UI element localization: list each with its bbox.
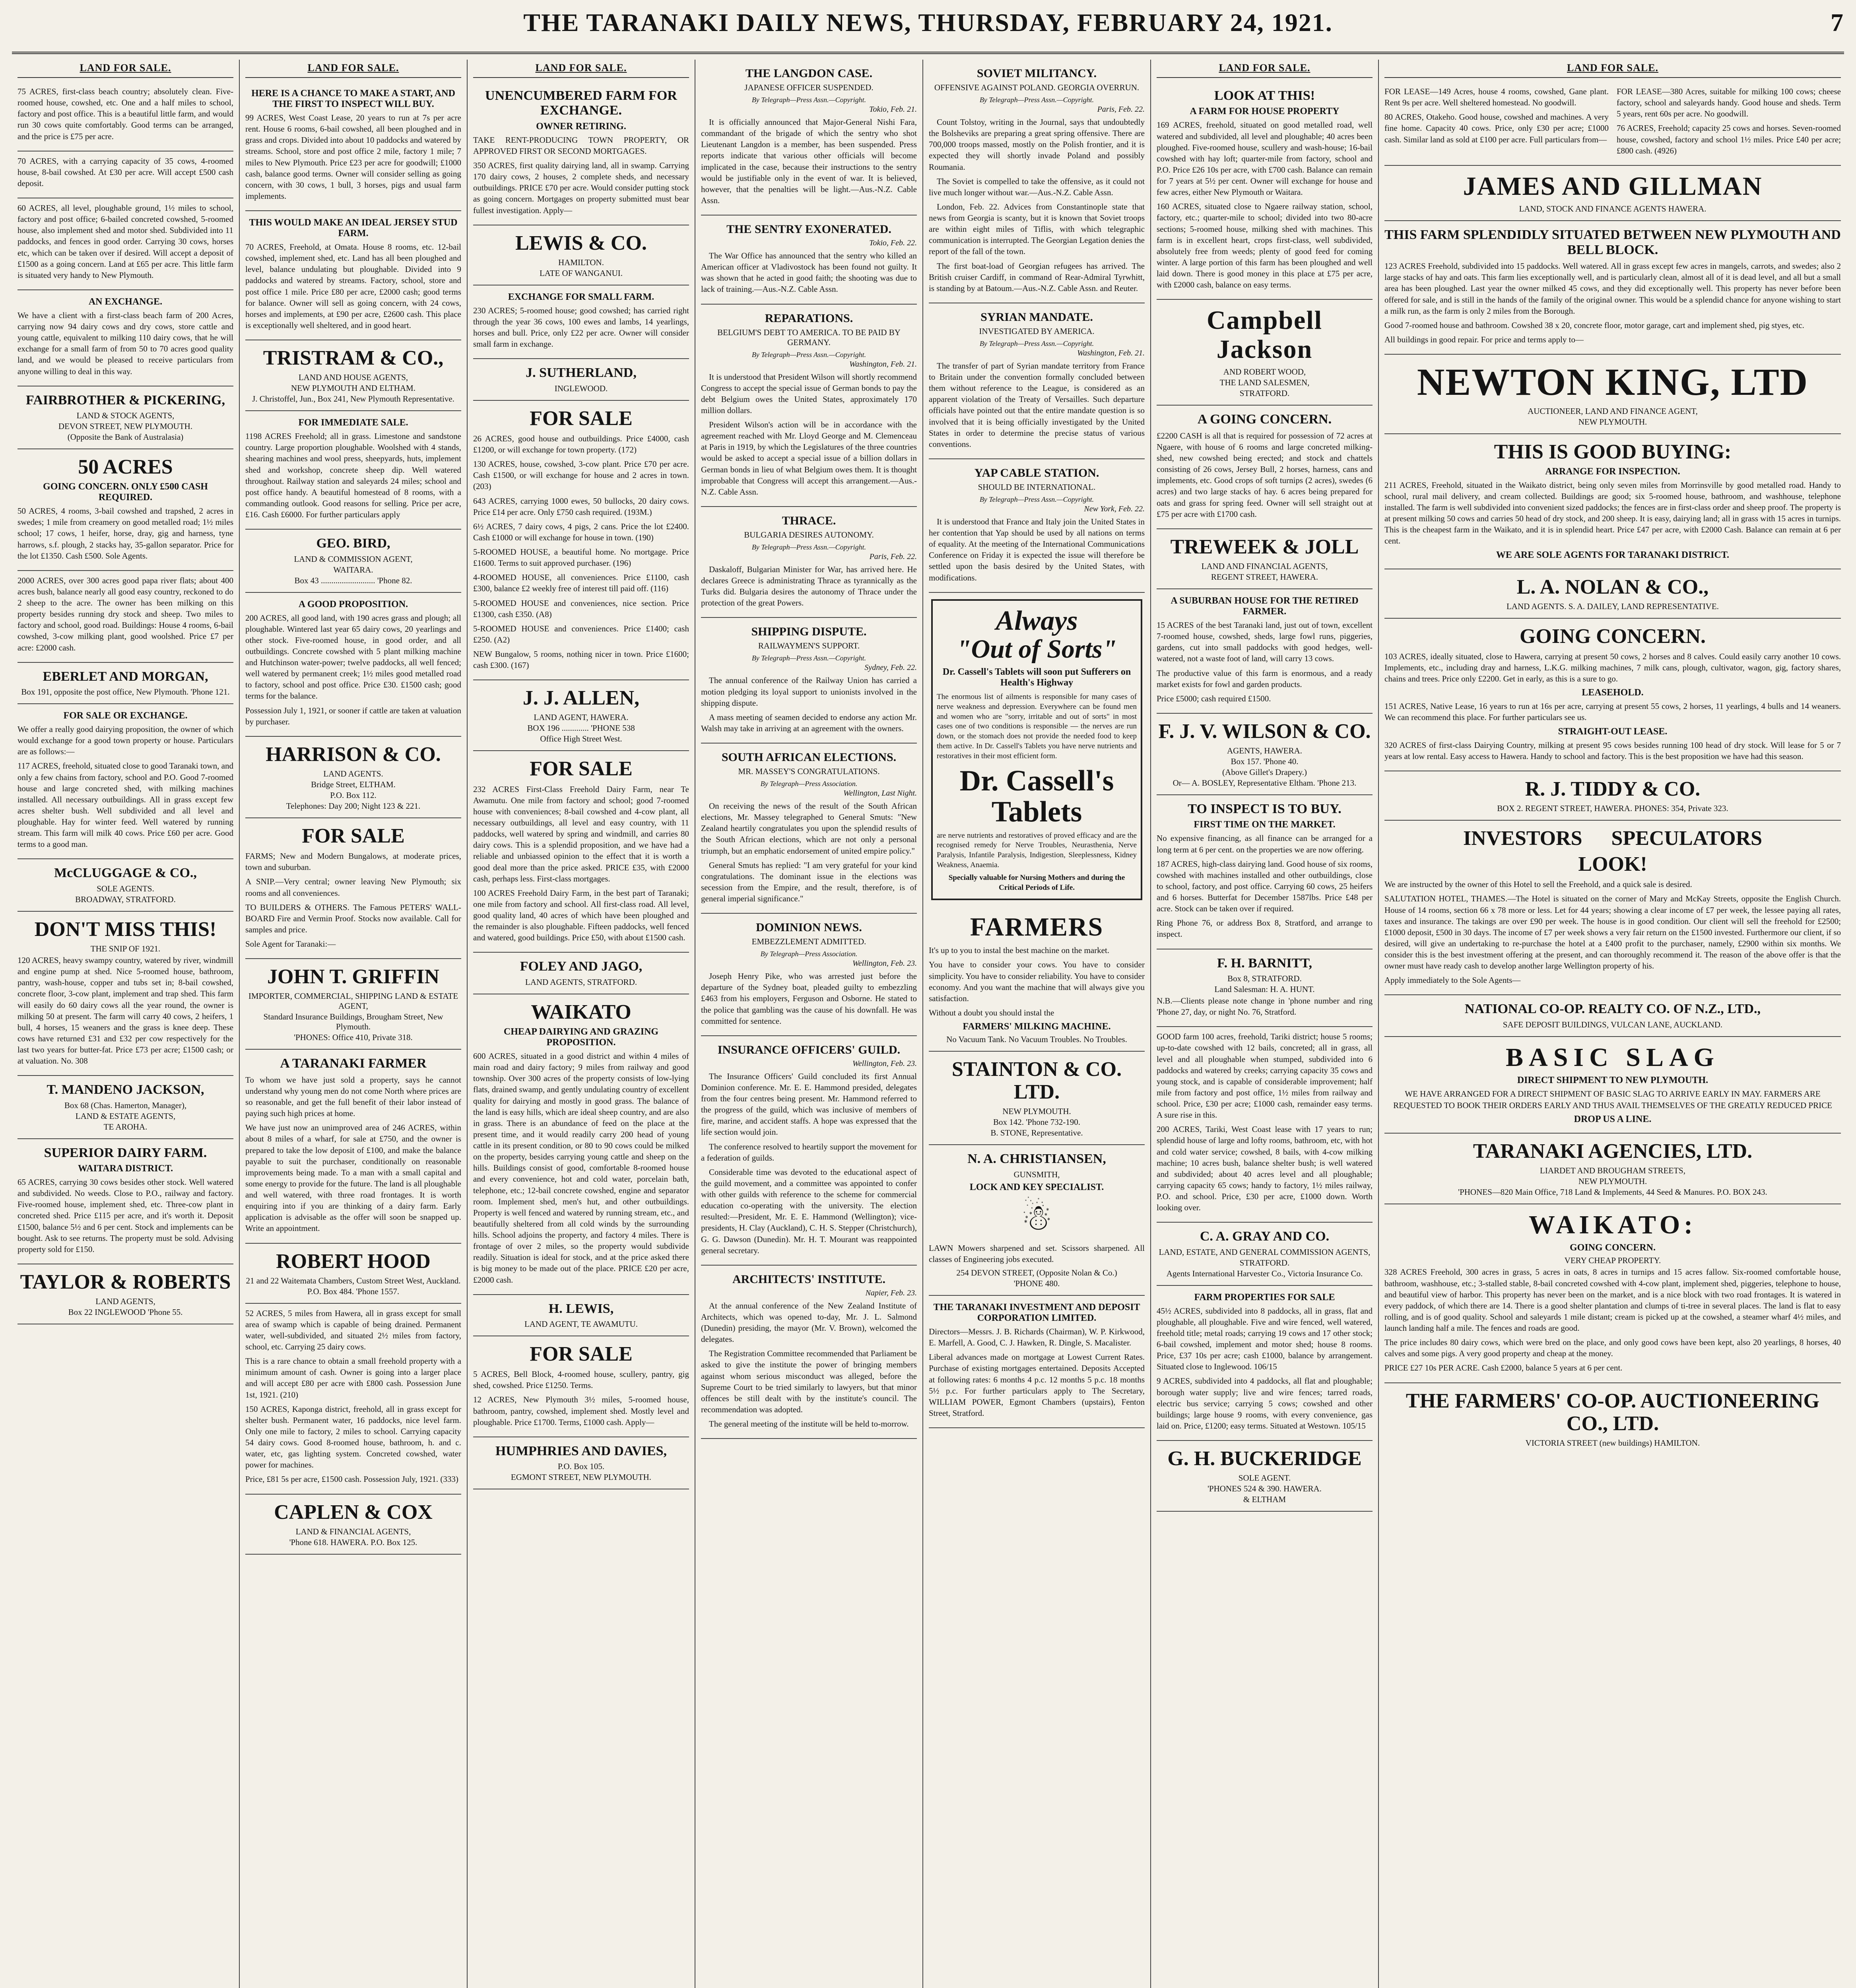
classified-ad: THIS WOULD MAKE AN IDEAL JERSEY STUD FARM. 70 ACRES, Freehold, at Omata. House 8 rooms, etc. 12-bail cowshed, implement shed, etc. Land has all been ploughed and level, balance undulating but ploughable. Divided into 9 paddocks and watered by streams. Factory, school, store and post office 1 mile. Price £80 per acre, £2000 cash; good terms for balance. Owner will sell as going concern, with 24 cows, horses and implements, at £90 per acre, £2600 cash. This place is exceptionally well sheltered, and in good heart. [245,211,461,340]
masthead-title: THE TARANAKI DAILY NEWS, THURSDAY, FEBRUARY 24, 1921. [523,8,1333,37]
classified-ad: AN EXCHANGE. We have a client with a first-class beach farm of 200 Acres, carrying now 94 dairy cows and dry cows, store cattle and young cattle, equivalent to milking 110 dairy cows, that he will exchange for a small farm of from 50 to 70 acres good quality land, and we would be pleased to receive particulars from anyone willing to deal in this way. [17,290,233,386]
agent-block: TARANAKI AGENCIES, LTD. LIARDET AND BROUGHAM STREETS, NEW PLYMOUTH. 'PHONES—820 Main Office, 718 Land & Implements, 44 Seed & Manures. P.O. BOX 243. [1384,1134,1841,1204]
agent-block: J. J. ALLEN, LAND AGENT, HAWERA. BOX 196 ............. 'PHONE 538 Office High Street West. [473,680,689,751]
news-story: THE SENTRY EXONERATED. Tokio, Feb. 22. The War Office has announced that the sentry who killed an American officer at Vladivostock has been found not guilty. It was shown that he acted in good faith; the shooting was due to lack of training.—Aus.-N.Z. Cable Assn. [701,215,917,305]
column-6 [1151,60,1379,1988]
classified-ad: A SUBURBAN HOUSE FOR THE RETIRED FARMER. 15 ACRES of the best Taranaki land, just out of town, excellent 7-roomed house, cowshed, sheds, large fowl runs, piggeries, gardens, cut into small paddocks with good hedges, well-watered, not a waste foot of land, will carry 13 cows. The productive value of this farm is enormous, and a ready market exists for fowl and garden products. Price £5000; cash required £1500. [1157,589,1373,714]
page-number: 7 [1831,8,1844,37]
column-heading: LAND FOR SALE. [1384,60,1841,78]
classified-ad: TO INSPECT IS TO BUY. FIRST TIME ON THE MARKET. No expensive financing, as all finance can be arranged for a long term at 6 per cent. on the properties we are now offering. 187 ACRES, high-class dairying land. Good house of six rooms, cowshed with machines installed and other outbuildings, close to school, factory, and post office. Carrying 60 cows, 25 heifers and 6 horses. Butterfat for December 1587lbs. Price £48 per acre. Stock can be taken over if required. Ring Phone 76, or address Box 8, Stratford, and arrange to inspect. [1157,795,1373,949]
milking-machine-ad: FARMERS It's up to you to instal the best machine on the market. You have to consider your cows. You have to consider simplicity. You have to consider reliability. You have to consider economy. And you want the machine that will always give you satisfaction. Without a doubt you should instal the FARMERS' MILKING MACHINE. No Vacuum Tank. No Vacuum Troubles. No Troubles. [929,907,1145,1052]
classified-ad: FOR SALE FARMS; New and Modern Bungalows, at moderate prices, town and suburban. A SNIP.—Very central; owner leaving New Plymouth; six rooms and all conveniences. TO BUILDERS & OTHERS. The Famous PETERS' WALL-BOARD Fire and Vermin Proof. Stocks now available. Call for samples and price. Sole Agent for Taranaki:— [245,818,461,959]
agent-block: JAMES AND GILLMAN LAND, STOCK AND FINANCE AGENTS HAWERA. [1384,166,1841,221]
investment-corp-ad: THE TARANAKI INVESTMENT AND DEPOSIT CORPORATION LIMITED. Directors—Messrs. J. B. Richards (Chairman), W. P. Kirkwood, E. Marfell, A. Good, C. J. Hawken, R. Dingle, S. Macalister. Liberal advances made on mortgage at Lowest Current Rates. Purchase of existing mortgages entertained. Deposits Accepted at following rates: 6 months 4 p.c. 12 months 5 p.c. 18 months 5½ p.c. For further particulars apply to The Secretary, WILLIAM POWER, Egmont Chambers (upstairs), Fenton Street, Stratford. [929,1296,1145,1428]
classified-ad: THIS IS GOOD BUYING: ARRANGE FOR INSPECTION. 211 ACRES, Freehold, situated in the Waikato district, being only seven miles from Morrinsville by good metalled road. Handy to school, rural mail delivery, and cream collected. Buildings are good; six 5-roomed house, bathroom, and washhouse, telephone installed. The farm is well subdivided into convenient sized paddocks; the fences are in first-class order and sheep proof. The property is at present milking 50 cows and carries 50 head of dry stock, and 200 sheep. It is easy, dairying land; all in grass with 15 acres in turnips. This is the cheapest farm in the Waikato, and it is in splendid heart. Price £47 per acre, with £2000 Cash. Balance can remain at 6 per cent. WE ARE SOLE AGENTS FOR TARANAKI DISTRICT. [1384,434,1841,569]
news-story: REPARATIONS. BELGIUM'S DEBT TO AMERICA. TO BE PAID BY GERMANY. By Telegraph—Press Assn.—Copyright. Washington, Feb. 21. It is understood that President Wilson will shortly recommend Congress to accept the special issue of German bonds to pay the debt Belgium owes the United States, approximately 170 million dollars. President Wilson's action will be in accordance with the agreement reached with Mr. Lloyd George and M. Clemenceau at Paris in 1919, by which the Legislatures of the three countries would be asked to accept a special issue of a billion dollars in German bonds in lieu of what Belgium owes them. It is thought improbable that Congress will accept this arrangement.—Aus.-N.Z. Cable Assn. [701,305,917,507]
classified-ad: INVESTORS SPECULATORS LOOK! We are instructed by the owner of this Hotel to sell the Freehold, and a quick sale is desired. SALUTATION HOTEL, THAMES.—The Hotel is situated on the corner of Mary and McKay Streets, opposite the English Church. House of 14 rooms, section 66 x 78 more or less. Let for 44 years; showing a clear income of £7 per week, the lessee paying all rates, taxes and insurance. The takings are over £90 per week. The house is in good condition. Our client will sell the freehold for £2500; £1000 deposit, £500 in 30 days. The income of £7 per week shows a very fair return on the £1500 invested. Furthermore our client, if so desired, will give an undertaking to re-purchase the hotel at a £400 profit to the purchaser, namely, £2900 within six months. We consider this is the best investment offering at the present, and can thoroughly recommend it. The reason of the above offer is that the owner must have ready cash to develop another large Wellington property of his. Apply immediately to the Sole Agents— [1384,821,1841,996]
agent-block: TAYLOR & ROBERTS LAND AGENTS, Box 22 INGLEWOOD 'Phone 55. [17,1264,233,1324]
classified-ad: FOR SALE 5 ACRES, Bell Block, 4-roomed house, scullery, pantry, gig shed, cowshed. Price £1250. Terms. 12 ACRES, New Plymouth 3½ miles, 5-roomed house, bathroom, pantry, cowshed, implement shed. Mostly level and ploughable. Price £1700. Terms, £1000 cash. Apply— [473,1336,689,1437]
agent-block: JOHN T. GRIFFIN IMPORTER, COMMERCIAL, SHIPPING LAND & ESTATE AGENT, Standard Insurance Buildings, Brougham Street, New Plymouth. 'PHONES: Office 410, Private 318. [245,959,461,1050]
agent-block: CAPLEN & COX LAND & FINANCIAL AGENTS, 'Phone 618. HAWERA. P.O. Box 125. [245,1495,461,1555]
agent-block: NEWTON KING, LTD AUCTIONEER, LAND AND FINANCE AGENT, NEW PLYMOUTH. [1384,355,1841,434]
classified-ad: HERE IS A CHANCE TO MAKE A START, AND THE FIRST TO INSPECT WILL BUY. 99 ACRES, West Coast Lease, 20 years to run at 7s per acre rent. House 6 rooms, 6-bail cowshed, all been ploughed and in grass and crops. Divided into about 10 paddocks and watered by streams. School, store and post office 2 mile, factory 1 mile; 7 miles to New Plymouth. Price £23 per acre for goodwill; £1000 cash, balance good terms. Owner will consider selling as going concern, with 30 cows, 1 bull, 3 horses, pigs and usual farm implements. [245,82,461,211]
classified-ad: EXCHANGE FOR SMALL FARM. 230 ACRES; 5-roomed house; good cowshed; has carried right through the year 36 cows, 100 ewes and lambs, 14 yearlings, horses and bull. Price, only £22 per acre. Owner will consider small farm in exchange. [473,285,689,359]
news-story: SHIPPING DISPUTE. RAILWAYMEN'S SUPPORT. By Telegraph—Press Assn.—Copyright. Sydney, Feb. 22. The annual conference of the Railway Union has carried a motion pledging its loyal support to unionists involved in the shipping dispute. A mass meeting of seamen decided to endorse any action Mr. Walsh may take in arriving at an agreement with the owners. [701,618,917,744]
column-heading: LAND FOR SALE. [473,60,689,78]
classified-ad: 2000 ACRES, over 300 acres good papa river flats; about 400 acres bush, balance nearly all good easy country, reckoned to do 2 sheep to the acre. The owner has been milking on this property besides running dry stock and sheep. Two miles to factory and school, good road. Buildings: House 4 rooms, 6-bail cowshed, 3-cow milking plant, good woolshed. Price £7 per acre: £2000 cash. [17,571,233,663]
masthead [12,8,1844,54]
lawn-mower-figure-icon: ☃ [1021,1198,1053,1238]
news-story: DOMINION NEWS. EMBEZZLEMENT ADMITTED. By Telegraph—Press Association. Wellington, Feb. 23. Joseph Henry Pike, who was arrested just before the departure of the Sydney boat, pleaded guilty to embezzling £463 from his employers, Ferguson and Osborne. He stated to the police that gambling was the cause of his downfall. He was committed for sentence. [701,914,917,1036]
column-5 [923,60,1151,1988]
agent-block: C. A. GRAY AND CO. LAND, ESTATE, AND GENERAL COMMISSION AGENTS, STRATFORD. Agents International Harvester Co., Victoria Insurance Co. [1157,1223,1373,1285]
classified-ad: FOR SALE OR EXCHANGE. We offer a really good dairying proposition, the owner of which would exchange for a good town property or house. Particulars are as follows:— 117 ACRES, freehold, situated close to good Taranaki town, and only a few chains from factory, school and P.O. Good 7-roomed house and large concreted shed, with milking machines installed. All necessary outbuildings. All in grass except few acres shelter bush. Well subdivided and all level and ploughable. Hay for winter feed. Well watered by running stream. This farm will milk 40 cows. Price £60 per acre. Good terms to a good man. [17,704,233,859]
classified-ad: A GOOD PROPOSITION. 200 ACRES, all good land, with 190 acres grass and plough; all ploughable. Wintered last year 65 dairy cows, 20 yearlings and other stock. Five-roomed house, in good order, and all outbuildings. Concrete cowshed with 5 plant milking machine and Hutchinson water-power; twelve paddocks, all well fenced; well watered by permanent creek; 1½ miles good metalled road to factory, school and post office. Price £30. £1500 cash; good terms for the balance. Possession July 1, 1921, or sooner if cattle are taken at valuation by purchaser. [245,593,461,737]
agent-block: HARRISON & CO. LAND AGENTS. Bridge Street, ELTHAM. P.O. Box 112. Telephones: Day 200; Night 123 & 221. [245,737,461,818]
classified-ad: LOOK AT THIS! A FARM FOR HOUSE PROPERTY 169 ACRES, freehold, situated on good metalled road, well watered and subdivided, all level and ploughable; 40 acres been ploughed. Five-roomed house, scullery and wash-house; 16-bail cowshed with hay loft; quarter-mile from factory, school and P.O. Price £26 10s per acre, with £700 cash. Balance can remain for 7 years at 5½ per cent. Owner will exchange for house and few acres, either New Plymouth or Waitara. 160 ACRES, situated close to Ngaere railway station, school, factory, etc.; quarter-mile to school; divided into two 80-acre sections; 5-roomed house, milking shed with machines. This farm is in excellent heart, crops first-class, well subdivided, absolutely free from weeds; plenty of good feed for coming winter. A large portion of this farm has been ploughed and well laid down. There is good money in this place at £75 per acre, with £2000 cash, balance on easy terms. [1157,82,1373,300]
agent-block: THE FARMERS' CO-OP. AUCTIONEERING CO., LTD. VICTORIA STREET (new buildings) HAMILTON. [1406,1389,1820,1448]
agent-block: NATIONAL CO-OP. REALTY CO. OF N.Z., LTD., SAFE DEPOSIT BUILDINGS, VULCAN LANE, AUCKLAND. [1384,995,1841,1037]
agent-block: F. J. V. WILSON & CO. AGENTS, HAWERA. Box 157. 'Phone 40. (Above Gillet's Drapery.) Or— A. BOSLEY, Representative Eltham. 'Phone 213. [1157,714,1373,795]
agent-block: FOLEY AND JAGO, LAND AGENTS, STRATFORD. [473,953,689,994]
agent-block: EBERLET AND MORGAN, Box 191, opposite the post office, New Plymouth. 'Phone 121. [17,663,233,704]
classified-ad: UNENCUMBERED FARM FOR EXCHANGE. OWNER RETIRING. TAKE RENT-PRODUCING TOWN PROPERTY, OR APPROVED FIRST OR SECOND MORTGAGES. 350 ACRES, first quality dairying land, all in swamp. Carrying 170 dairy cows, 2 houses, 2 complete sheds, and necessary outbuildings. PRICE £70 per acre. Would consider putting stock as going concern. Mortgages on property submitted must bear fullest investigation. Apply— [473,82,689,225]
columns [12,60,1844,1988]
column-heading: LAND FOR SALE. [1157,60,1373,78]
gunsmith-ad: N. A. CHRISTIANSEN, GUNSMITH, LOCK AND KEY SPECIALIST. ☃ LAWN Mowers sharpened and set. Scissors sharpened. All classes of Engineering jobs executed. 254 DEVON STREET, (Opposite Nolan & Co.) 'PHONE 480. [929,1145,1145,1296]
classified-ad: 50 ACRES GOING CONCERN. ONLY £500 CASH REQUIRED. 50 ACRES, 4 rooms, 3-bail cowshed and trapshed, 2 acres in swedes; 1 mile from creamery on good metalled road; 1½ miles school; 17 cows, 1 heifer, horse, dray, gig and harness, tyne harrows, s.f. plough, 2 stacks hay, 35-gallon separator. Price for the lot £1350. Cash £500. Sole Agents. [17,449,233,571]
column-7 [1379,60,1846,1988]
classified-ad: A GOING CONCERN. £2200 CASH is all that is required for possession of 72 acres at Ngaere, with house of 6 rooms and large concreted milking-shed, new cowshed being erected; and stock and chattels consisting of 26 cows, Jersey Bull, 2 horses, harness, cans and implements, etc. Good crops of soft turnips (2 acres), swedes (6 acres) and two large stacks of hay. 6 acres being prepared for oats and grass for spring feed. Owner will sell straight out at £75 per acre with £1700 cash. [1157,406,1373,529]
news-story: INSURANCE OFFICERS' GUILD. Wellington, Feb. 23. The Insurance Officers' Guild concluded its first Annual Dominion conference. Mr. E. E. Hammond presided, delegates from the four centres being present. Mr. Hammond referred to the progress of the guild, which was inclusive of members of fire, marine, and accident staffs. A hope was expressed that the life section would join. The conference resolved to heartily support the movement for a federation of guilds. Considerable time was devoted to the educational aspect of the guild movement, and a committee was appointed to confer with other guilds with reference to the scheme for commercial education co-operating with the university. The election resulted:—President, Mr. E. E. Hammond (Wellington); vice-presidents, H. Clay (Auckland), C. H. S. Stepper (Christchurch), G. G. Dawson (Dunedin). Mr. H. T. Mourant was reappointed general secretary. [701,1036,917,1266]
news-story: SYRIAN MANDATE. INVESTIGATED BY AMERICA. By Telegraph—Press Assn.—Copyright. Washington, Feb. 21. The transfer of part of Syrian mandate territory from France to Britain under the convention formally concluded between them without reference to the League, is considered as an apparent violation of the Treaty of Versailles. Such departure officials have pointed out that the entire mandate question is so involved that it is being officially investigated by the United States in order to determine the precise status of various conventions. [929,303,1145,459]
news-story: THRACE. BULGARIA DESIRES AUTONOMY. By Telegraph—Press Assn.—Copyright. Paris, Feb. 22. Daskaloff, Bulgarian Minister for War, has arrived here. He declares Greece is administrating Thrace as tyrannically as the Turks did. Bulgaria desires the autonomy of Thrace under the protection of the great Powers. [701,507,917,618]
classified-ad: A TARANAKI FARMER To whom we have just sold a property, says he cannot understand why young men do not come North where prices are so reasonable, and get the full benefit of their labor instead of paying such high prices at home. We have just now an unimproved area of 246 ACRES, within about 8 miles of a wharf, for sale at £750, and the owner is prepared to take the low deposit of £100, and make the balance payable to suit the purchaser, conditionally on reasonable improvements being made. To a man with a small capital and some energy to provide for the future. The land is all ploughable and well watered, with three road frontages. It is worth enquiring into if you are thinking of a dairy farm. Early application is advisable as the offer will soon be snapped up. Write an appointment. [245,1050,461,1243]
classified-ad: DON'T MISS THIS! THE SNIP OF 1921. 120 ACRES, heavy swampy country, watered by river, windmill and engine pump at shed. Nice 5-roomed house, bathroom, pantry, wash-house, copper and tubs set in; 8-bail cowshed, concrete floor, 3-cow plant, implement and trap shed. This farm will easily do 60 dairy cows all the year round, the owner is milking 50 at present. The farm will carry 40 cows, 2 heifers, 1 bull, 4 horses, 15 weaners and the grass is knee deep. These cows have returned £31 and £32 per cow respectively for the last two years for butter-fat. Price £73 per acre; £1500 cash; or at valuation. No. 308 [17,912,233,1076]
classified-ad: 70 ACRES, with a carrying capacity of 35 cows, 4-roomed house, 8-bail cowshed. At £30 per acre. Will accept £500 cash deposit. [17,151,233,198]
classified-ad: FOR LEASE—149 Acres, house 4 rooms, cowshed, Gane plant. Rent 9s per acre. Well sheltered homestead. No goodwill. 80 ACRES, Otakeho. Good house, cowshed and machines. A very fine home. Capacity 40 cows. Price, only £30 per acre; £1000 cash. Similar land as sold at £100 per acre. Full particulars from— FOR LEASE—380 Acres, suitable for milking 100 cows; cheese factory, school and saleyards handy. Good house and sheds. Term 5 years, rent 60s per acre. No goodwill. 76 ACRES, Freehold; capacity 25 cows and horses. Seven-roomed house, cowshed, factory and school 1½ miles. Price £40 per acre; £800 cash. (4926) [1384,82,1841,166]
classified-ad: 60 ACRES, all level, ploughable ground, 1½ miles to school, factory and post office; 6-bailed concreted cowshed, 5-roomed house, also implement shed and motor shed. Subdivided into 11 paddocks, and fences in good order. Carrying 30 cows, horses etc, which can be taken over if desired. Will accept a deposit of £1500 as a going concern. Land at £65 per acre. This little farm is situated very handy to New Plymouth. [17,198,233,290]
column-2 [240,60,468,1988]
column-1 [12,60,240,1988]
agent-block: LEWIS & CO. HAMILTON. LATE OF WANGANUI. [473,225,689,285]
agent-block: Campbell Jackson AND ROBERT WOOD, THE LAND SALESMEN, STRATFORD. [1157,300,1373,406]
agent-block: GEO. BIRD, LAND & COMMISSION AGENT, WAITARA. Box 43 .......................... 'Phone 82. [245,530,461,592]
news-story: ARCHITECTS' INSTITUTE. Napier, Feb. 23. At the annual conference of the New Zealand Institute of Architects, which was opened to-day, Mr. J. L. Salmond (Dunedin) presiding, the mayor (Mr. V. Brown), welcomed the delegates. The Registration Committee recommended that Parliament be asked to give the institute the power of bringing members against whom serious misconduct was alleged, before the Supreme Court to be tried similarly to lawyers, but that minor offences be still dealt with by the institute's council. The recommendation was adopted. The general meeting of the institute will be held to-morrow. [701,1266,917,1439]
classified-ad: GOING CONCERN. 103 ACRES, ideally situated, close to Hawera, carrying at present 50 cows, 2 horses and 8 calves. Could easily carry another 10 cows. Implements, etc., including dray and harness, L.K.G. milking machines, 7 milk cans, plough, cultivator, wagon, gig, factory shares, chains and trees. Price only £2200. Get in early, as this is a sure to go. LEASEHOLD. 151 ACRES, Native Lease, 16 years to run at 16s per acre, carrying at present 55 cows, 2 horses, 11 yearlings, 4 bulls and 14 weaners. We can recommend this place. For further particulars see us. STRAIGHT-OUT LEASE. 320 ACRES of first-class Dairying Country, milking at present 95 cows besides running 100 head of dry stock. Will lease for 5 or 7 years at low rental. Easy access to Hawera. Handy to school and factory. This is the best proposition we have had this season. [1384,619,1841,771]
classified-ad: FOR SALE 232 ACRES First-Class Freehold Dairy Farm, near Te Awamutu. One mile from factory and school; good 7-roomed house with conveniences; 8-bail cowshed and 4-cow plant, all necessary outbuildings, all level and easy country, with 11 paddocks, well watered by spring and windmill, and carries 80 dairy cows. This is a splendid proposition, and we have had a reliable and unbiassed opinion to the effect that it is worth a good deal more than the price asked. PRICE £35, with £2000 cash, perhaps less. First-class mortgages. 100 ACRES Freehold Dairy Farm, in the best part of Taranaki; one mile from factory and school. All first-class road. All level, good quality land, 40 acres of which have been ploughed and the remainder is also ploughable. Fifteen paddocks, well fenced and watered, good buildings. Price £50, with about £1500 cash. [473,751,689,953]
classified-ad: FARM PROPERTIES FOR SALE 45½ ACRES, subdivided into 8 paddocks, all in grass, flat and ploughable, all ploughable. Five and wire fenced, well watered, freehold title; metal roads; carrying 19 cows and 17 other stock; 6-bail cowshed, implement and motor shed; house 8 rooms. Price, £37 10s per acre; cash £1000, balance by arrangement. Situated close to Inglewood. 106/15 9 ACRES, subdivided into 4 paddocks, all flat and ploughable; borough water supply; live and wire fences; tarred roads, electric bus service; carrying 5 cows; cowshed and other buildings; large house 9 rooms, with every convenience, gas laid on. Price, £1200; easy terms. Situated at Westown. 105/15 [1157,1286,1373,1441]
cassells-tablets-ad: Always "Out of Sorts" Dr. Cassell's Tablets will soon put Sufferers on Health's Highway The enormous list of ailments is responsible for many cases of nerve weakness and depression. Everywhere can be found men and women who are "sorry, irritable and out of sorts" in most cases one of two conditions is responsible — the nerves are run down, or the stomach does not provide the needed food to keep them active. In Dr. Cassell's Tablets you have nerve nutrients and restoratives in their most efficient form. Dr. Cassell's Tablets are nerve nutrients and restoratives of proved efficacy and are the recognised remedy for Nerve Troubles, Neurasthenia, Nerve Paralysis, Infantile Paralysis, Indigestion, Sleeplessness, Kidney Weakness, Anaemia. Specially valuable for Nursing Mothers and during the Critical Periods of Life. [931,599,1142,900]
classified-ad: BASIC SLAG DIRECT SHIPMENT TO NEW PLYMOUTH. WE HAVE ARRANGED FOR A DIRECT SHIPMENT OF BASIC SLAG TO ARRIVE EARLY IN MAY. FARMERS ARE REQUESTED TO BOOK THEIR ORDERS EARLY AND THUS AVAIL THEMSELVES OF THE GREATLY REDUCED PRICE DROP US A LINE. [1384,1037,1841,1134]
column-3 [468,60,695,1988]
classified-ad: 75 ACRES, first-class beach country; absolutely clean. Five-roomed house, cowshed, etc. One and a half miles to school, factory and post office. This is a beautiful little farm, and would run 30 cows quite comfortably. Good terms can be arranged, and the price is £75 per acre. [17,82,233,151]
classified-ad: WAIKATO CHEAP DAIRYING AND GRAZING PROPOSITION. 600 ACRES, situated in a good district and within 4 miles of main road and dairy factory; 9 miles from railway and good township. Over 300 acres of the property consists of low-lying flats, drained swamp, and gently undulating country of excellent quality for dairying and mostly in good grass. The balance of the land is easy hills, which are ideal sheep country, and are also in grass. There is an abundance of feed on the place at the present time, and it would readily carry 200 head of young cattle in its present condition, or 80 to 90 cows could be milked on the property, besides carrying young cattle and sheep on the hills. Buildings consist of good, comfortable 8-roomed house and every convenience, hot and cold water, porcelain bath, telephone, etc.; 12-bail concrete cowshed, engine and separator room. Implement shed, men's hut, and other outbuildings. Property is well fenced and watered by running stream, etc., and beautifully sheltered from all cold winds by the surrounding hills. School adjoins the property, and factory 4 miles. There is frontage of over 2 miles, so the property would subdivide readily. Situation is ideal for stock, and at the price asked there is big money to be made out of the place. PRICE £20 per acre, £2000 cash. [473,994,689,1295]
classified-ad: FOR IMMEDIATE SALE. 1198 ACRES Freehold; all in grass. Limestone and sandstone country. Large proportion ploughable. Woolshed with 4 stands, shearing machines and wool press, sheepyards, huts, implement shed and workshop, concrete sheep dip. Well watered throughout. Railway station and saleyards 24 miles; school and post office handy. A beautiful homestead of 8 rooms, with a commanding outlook. Good reasons for selling. Price per acre, £16. Cash £6000. For further particulars apply [245,411,461,530]
agent-block: T. MANDENO JACKSON, Box 68 (Chas. Hamerton, Manager), LAND & ESTATE AGENTS, TE AROHA. [17,1076,233,1139]
agent-block: H. LEWIS, LAND AGENT, TE AWAMUTU. [473,1295,689,1336]
column-heading: LAND FOR SALE. [17,60,233,78]
agent-block: McCLUGGAGE & CO., SOLE AGENTS. BROADWAY, STRATFORD. [17,859,233,911]
classified-ad: SUPERIOR DAIRY FARM. WAITARA DISTRICT. 65 ACRES, carrying 30 cows besides other stock. Well watered and subdivided. No weeds. Close to P.O., railway and factory. Five-roomed house, implement shed, etc. Three-cow plant in concreted shed. Price £115 per acre, and it's worth it. Deposit £1500, balance 5½ and 6 per cent. Stock and implements can be bought. Ask to see returns. The property must be sold. Advising property sold for £150. [17,1139,233,1264]
classified-ad: THIS FARM SPLENDIDLY SITUATED BETWEEN NEW PLYMOUTH AND BELL BLOCK. 123 ACRES Freehold, subdivided into 15 paddocks. Well watered. All in grass except few acres in mangels, carrots, and swedes; also 2 large stacks of hay and oats. This farm lies exceptionally well, and is particularly clean, almost all of it is dead level, and all but a small area has been ploughed. Last year the owner milked 45 cows, and they did exceptionally well. This property has never before been offered for sale, and is still in the hands of the family of the original owner. This would be a splendid chance for anyone wishing to start a milk run, as the farm is only 2 miles from the Borough. Good 7-roomed house and bathroom. Cowshed 38 x 20, concrete floor, motor garage, cart and implement shed, pig styes, etc. All buildings in good repair. For price and terms apply to— [1384,221,1841,355]
agent-block: L. A. NOLAN & CO., LAND AGENTS. S. A. DAILEY, LAND REPRESENTATIVE. [1384,569,1841,619]
column-heading: LAND FOR SALE. [245,60,461,78]
agent-block: STAINTON & CO. LTD. NEW PLYMOUTH. Box 142. 'Phone 732-190. B. STONE, Representative. [929,1052,1145,1145]
agent-block: HUMPHRIES AND DAVIES, P.O. Box 105. EGMONT STREET, NEW PLYMOUTH. [473,1437,689,1489]
news-story: YAP CABLE STATION. SHOULD BE INTERNATIONAL. By Telegraph—Press Assn.—Copyright. New York, Feb. 22. It is understood that France and Italy join the United States in her contention that Yap should be used by all nations on terms of equality. At the meeting of the International Communications Conference on Friday it is expected the issue will therefore be settled upon the basis desired by the United States, with modifications. [929,459,1145,593]
agent-block: F. H. BARNITT, Box 8, STRATFORD. Land Salesman: H. A. HUNT. N.B.—Clients please note change in 'phone number and ring 'Phone 27, day, or night No. 76, Stratford. [1157,949,1373,1027]
classified-ad: FOR SALE 26 ACRES, good house and outbuildings. Price £4000, cash £1200, or will exchange for town property. (172) 130 ACRES, house, cowshed, 3-cow plant. Price £70 per acre. Cash £1500, or will exchange for house and 2 acres in town. (203) 643 ACRES, carrying 1000 ewes, 50 bullocks, 20 dairy cows. Price £14 per acre. Only £750 cash required. (193M.) 6½ ACRES, 7 dairy cows, 4 pigs, 2 cans. Price the lot £2400. Cash £1000 or will exchange for house in town. (190) 5-ROOMED HOUSE, a beautiful home. No mortgage. Price £1600. Terms to suit approved purchaser. (196) 4-ROOMED HOUSE, all conveniences. Price £1100, cash £300, balance £2 weekly free of interest till paid off. (116) 5-ROOMED HOUSE and conveniences, nice section. Price £1300, cash £350. (A8) 5-ROOMED HOUSE and conveniences. Price £1400; cash £250. (A2) NEW Bungalow, 5 rooms, nothing nicer in town. Price £1600; cash £300. (167) [473,401,689,681]
agent-block: TRISTRAM & CO., LAND AND HOUSE AGENTS, NEW PLYMOUTH AND ELTHAM. J. Christoffel, Jun., Box 241, New Plymouth Representative. [245,340,461,411]
news-story: SOVIET MILITANCY. OFFENSIVE AGAINST POLAND. GEORGIA OVERRUN. By Telegraph—Press Assn.—Copyright. Paris, Feb. 22. Count Tolstoy, writing in the Journal, says that undoubtedly the Bolsheviks are preparing a great spring offensive. There are 700,000 troops massed, mostly on the Polish frontier, and it is expected they will shortly invade Poland and possibly Roumania. The Soviet is compelled to take the offensive, as it could not live much longer without war.—Aus.-N.Z. Cable Assn. London, Feb. 22. Advices from Constantinople state that news from Georgia is scanty, but it is known that Soviet troops are within eight miles of Tiflis, with which telegraphic communication is interrupted. The Georgian Legation denies the report of the fall of the town. The first boat-load of Georgian refugees has arrived. The British cruiser Cardiff, in command of Rear-Admiral Tyrwhitt, is standing by at Batoum.—Aus.-N.Z. Cable Assn. and Reuter. [929,60,1145,303]
agent-block: TREWEEK & JOLL LAND AND FINANCIAL AGENTS, REGENT STREET, HAWERA. [1157,529,1373,589]
column-4 [695,60,923,1988]
news-story: THE LANGDON CASE. JAPANESE OFFICER SUSPENDED. By Telegraph—Press Assn.—Copyright. Tokio, Feb. 21. It is officially announced that Major-General Nishi Fara, commandant of the brigade of which the sentry who shot Lieutenant Langdon is a member, has been suspended. Press reports indicate that various other officials will become implicated in the case, because their instructions to the sentry would be justifiable only in the event of war. It is believed, however, that the penalties will be light.—Aus.-N.Z. Cable Assn. [701,60,917,215]
classified-ad: GOOD farm 100 acres, freehold, Tariki district; house 5 rooms; up-to-date cowshed with 12 bails, concreted; all in grass, all level and all ploughable when stumped, subdivided into 6 paddocks and watered by creeks; carrying capacity 35 cows and young stock, and is capable of considerable improvement; half mile from factory and post office, 1½ miles from railway and school. Price, £30 per acre; £1000 cash, remainder easy terms. A sure rise in this. 200 ACRES, Tariki, West Coast lease with 17 years to run; splendid house of large and lofty rooms, bathroom, etc, with hot and cold water service; cowshed, 8 bails, with 4-cow milking machine; 10 acres bush, balance shelter bush; is well watered and subdivided; about 40 acres level and all ploughable; carrying capacity 65 cows; handy to factory, 1½ miles railway, P.O. and school. Price, £30 per acre, £1000 down. Worth looking over. [1157,1027,1373,1223]
classified-ad: WAIKATO: GOING CONCERN. VERY CHEAP PROPERTY. 328 ACRES Freehold, 300 acres in grass, 5 acres in oats, 8 acres in turnips and 15 acres fallow. Six-roomed comfortable house, bathroom, washhouse, etc.; 3-stalled stable, 8-bail concreted cowshed with 4-cow plant, implement shed, piggeries, telephone to house, and beautiful view of harbor. This property has never been on the market, and is a nice block with two road frontages. It is watered in every paddock, of which there are 14. There is a good shelter plantation and clumps of ti-tree in several places. The land is flat to easy rolling, and is of good quality. School and saleyards 1 mile distant; cream is picked up at the cowshed, a steamer wharf 4½ miles, and launch landing half a mile. The fences and roads are good. The price includes 80 dairy cows, which were bred on the place, and only good cows have been kept, also 20 yearlings, 8 horses, 40 calves and some pigs. A very good property and cheap at the money. PRICE £27 10s PER ACRE. Cash £2000, balance 5 years at 6 per cent. [1384,1204,1841,1383]
agent-block: G. H. BUCKERIDGE SOLE AGENT. 'PHONES 524 & 390. HAWERA. & ELTHAM [1157,1441,1373,1512]
agent-block: J. SUTHERLAND, INGLEWOOD. [473,359,689,400]
agent-block: ROBERT HOOD 21 and 22 Waitemata Chambers, Custom Street West, Auckland. P.O. Box 484. 'Phone 1557. [245,1244,461,1304]
agent-block: R. J. TIDDY & CO. BOX 2. REGENT STREET, HAWERA. PHONES: 354, Private 323. [1384,771,1841,821]
agent-block: FAIRBROTHER & PICKERING, LAND & STOCK AGENTS, DEVON STREET, NEW PLYMOUTH. (Opposite the Bank of Australasia) [17,386,233,449]
classified-ad: 52 ACRES, 5 miles from Hawera, all in grass except for small area of swamp which is capable of being drained. Permanent water, well-subdivided, and situated 2½ miles from factory, school, etc. Carrying 25 dairy cows. This is a rare chance to obtain a small freehold property with a minimum amount of cash. Owner is going into a larger place and will accept £80 per acre with £800 cash. Possession June 1st, 1921. (210) 150 ACRES, Kaponga district, freehold, all in grass except for shelter bush. Permanent water, 16 paddocks, nice level farm. Only one mile to factory, 2 miles to school. Carrying capacity 54 dairy cows. Good 8-roomed house, bathroom, h. and c. water, etc, gas lighting system. Concreted cowshed, water power for machines. Price, £81 5s per acre, £1500 cash. Possession July, 1921. (333) [245,1304,461,1495]
news-story: SOUTH AFRICAN ELECTIONS. MR. MASSEY'S CONGRATULATIONS. By Telegraph—Press Association. Wellington, Last Night. On receiving the news of the result of the South African elections, Mr. Massey telegraphed to General Smuts: "New Zealand heartily congratulates you upon the splendid results of the South African elections, which are not only a personal triumph, but an emphatic endorsement of united empire policy." General Smuts has replied: "I am very grateful for your kind congratulations. The dominant issue in the elections was secession from the Empire, and the result, therefore, is of general imperial significance." [701,744,917,914]
